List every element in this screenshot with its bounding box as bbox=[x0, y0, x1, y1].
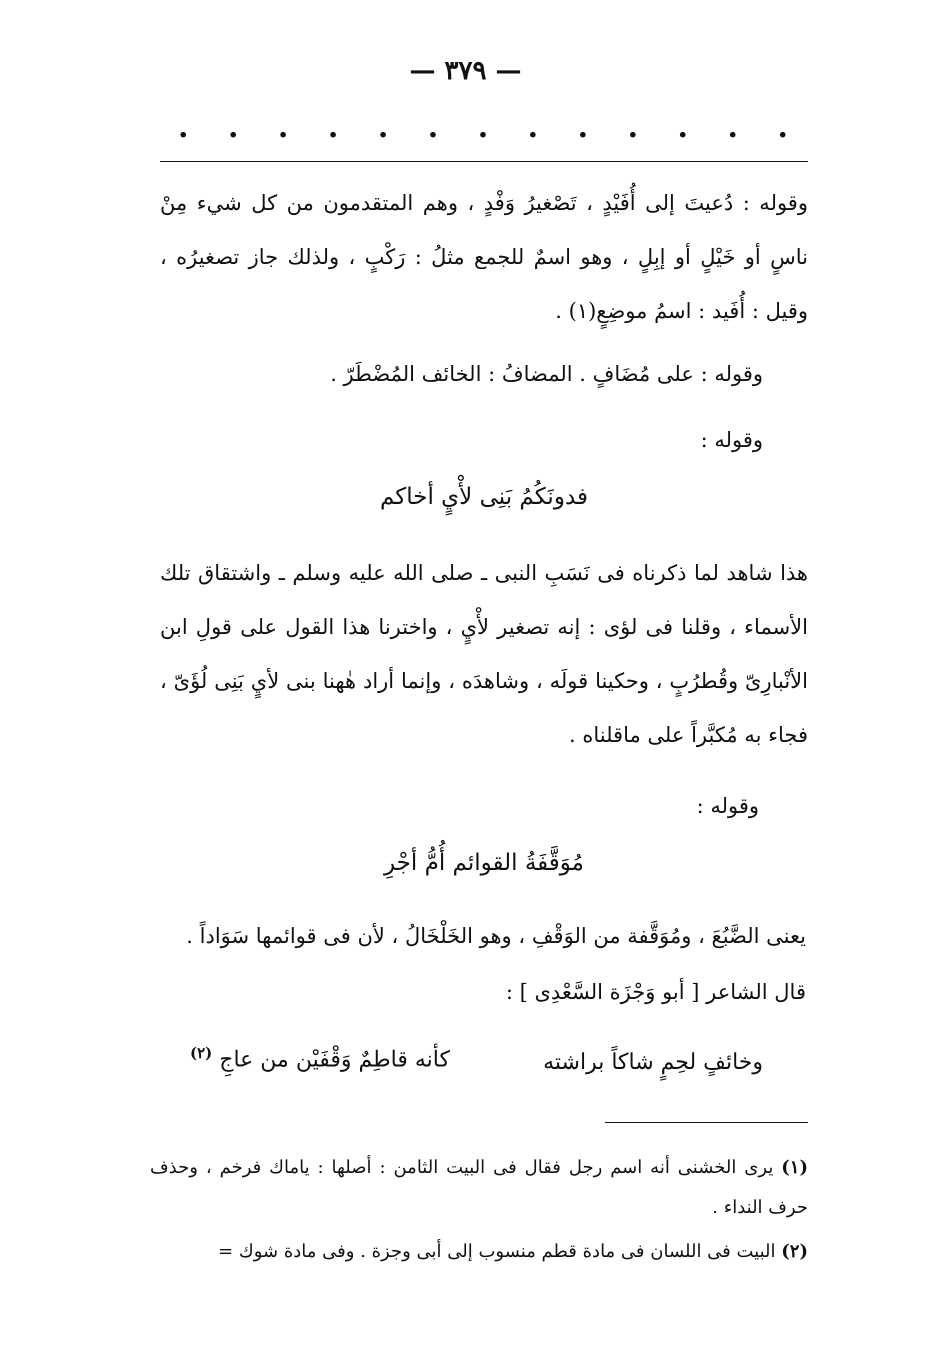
dot: . bbox=[627, 110, 639, 145]
dot: . bbox=[227, 110, 239, 145]
dot: . bbox=[178, 110, 189, 145]
footnote-1 bbox=[150, 1148, 808, 1228]
paragraph-luay: هذا شاهد لما ذكرناه فى نَسَبِ النبى ـ صلى الله عليه وسلم ـ واشتقاق تلك الأسماء ، وقلنا فى لؤى : إنه تصغير لأْيٍ ، واخترنا هذا القول على قولِ ابن الأنْبارِىّ وقُطرُبٍ ، وحكينا قولَه ، وشاهدَه ، وإنما أراد هٰهنا بنى لأيٍ بَنِى لُؤَىّ ، فجاء به مُكبَّراً على ماقلناه . bbox=[160, 561, 808, 747]
paragraph-afid: وقوله : دُعيتَ إلى أُفَيْدٍ ، تَصْغيرُ وَفْدٍ ، وهم المتقدمون من كل شيء مِنْ ناسٍ أو خَيْلٍ أو إبِلٍ ، وهو اسمٌ للجمع مثلُ : رَكْبٍ ، ولذلك جاز تصغيرُه ، وقيل : أُفَيد : اسمُ موضِعٍ(١) . bbox=[160, 191, 808, 323]
footnote-marker: (١) bbox=[781, 1157, 808, 1178]
dot: . bbox=[527, 110, 539, 145]
footnote-text: البيت فى اللسان فى مادة قطم منسوب إلى أبى وجزة . وفى مادة شوك = bbox=[218, 1241, 776, 1262]
header-rule bbox=[160, 161, 808, 162]
paragraph-mudaf: وقوله : على مُضَافٍ . المضافُ : الخائف المُضْطَرّ . bbox=[330, 362, 763, 386]
dot: . bbox=[277, 110, 289, 145]
verse-line: فدونَكُمُ بَنِى لأْيٍ أخاكم bbox=[379, 484, 589, 510]
footnote-text: يرى الخشنى أنه اسم رجل فقال فى البيت الثامن : أصلها : ياماك فرخم ، وحذف حرف النداء . bbox=[150, 1157, 808, 1218]
dot: . bbox=[727, 110, 738, 145]
dot: . bbox=[377, 110, 389, 145]
dot: . bbox=[677, 110, 688, 145]
footnote-marker: (٢) bbox=[781, 1241, 808, 1262]
footnote-rule bbox=[605, 1122, 808, 1123]
dot: . bbox=[577, 110, 589, 145]
dot: . bbox=[477, 110, 489, 145]
dot: . bbox=[327, 110, 339, 145]
qawluhu-label: وقوله : bbox=[700, 428, 763, 452]
footnote-reference: (٢) bbox=[190, 1044, 213, 1062]
verse-hemistich-text: كأنه قاطِمٌ وَقْفَيْن من عاجِ bbox=[219, 1047, 450, 1073]
verse-hemistich-second bbox=[190, 1044, 450, 1072]
paragraph-dabu: يعنى الضَّبُعَ ، ومُوَقَّفة من الوَقْفِ ، وهو الخَلْخَالُ ، لأن فى قوائمها سَوَاداً . bbox=[186, 924, 806, 948]
dot: . bbox=[427, 110, 439, 145]
footnote-2 bbox=[150, 1232, 808, 1272]
qawluhu-label: وقوله : bbox=[696, 794, 759, 818]
page-number: — ٣٧٩ — bbox=[409, 56, 522, 86]
dot: . bbox=[777, 110, 788, 145]
poet-attribution: قال الشاعر [ أبو وَجْزَة السَّعْدِى ] : bbox=[505, 980, 806, 1004]
verse-line: مُوَقَّفَةُ القوائم أُمُّ أجْرِ bbox=[383, 850, 585, 876]
ornamental-dot-row bbox=[178, 110, 788, 145]
verse-hemistich-first: وخائفٍ لحِمٍ شاكاً براشته bbox=[543, 1050, 763, 1075]
